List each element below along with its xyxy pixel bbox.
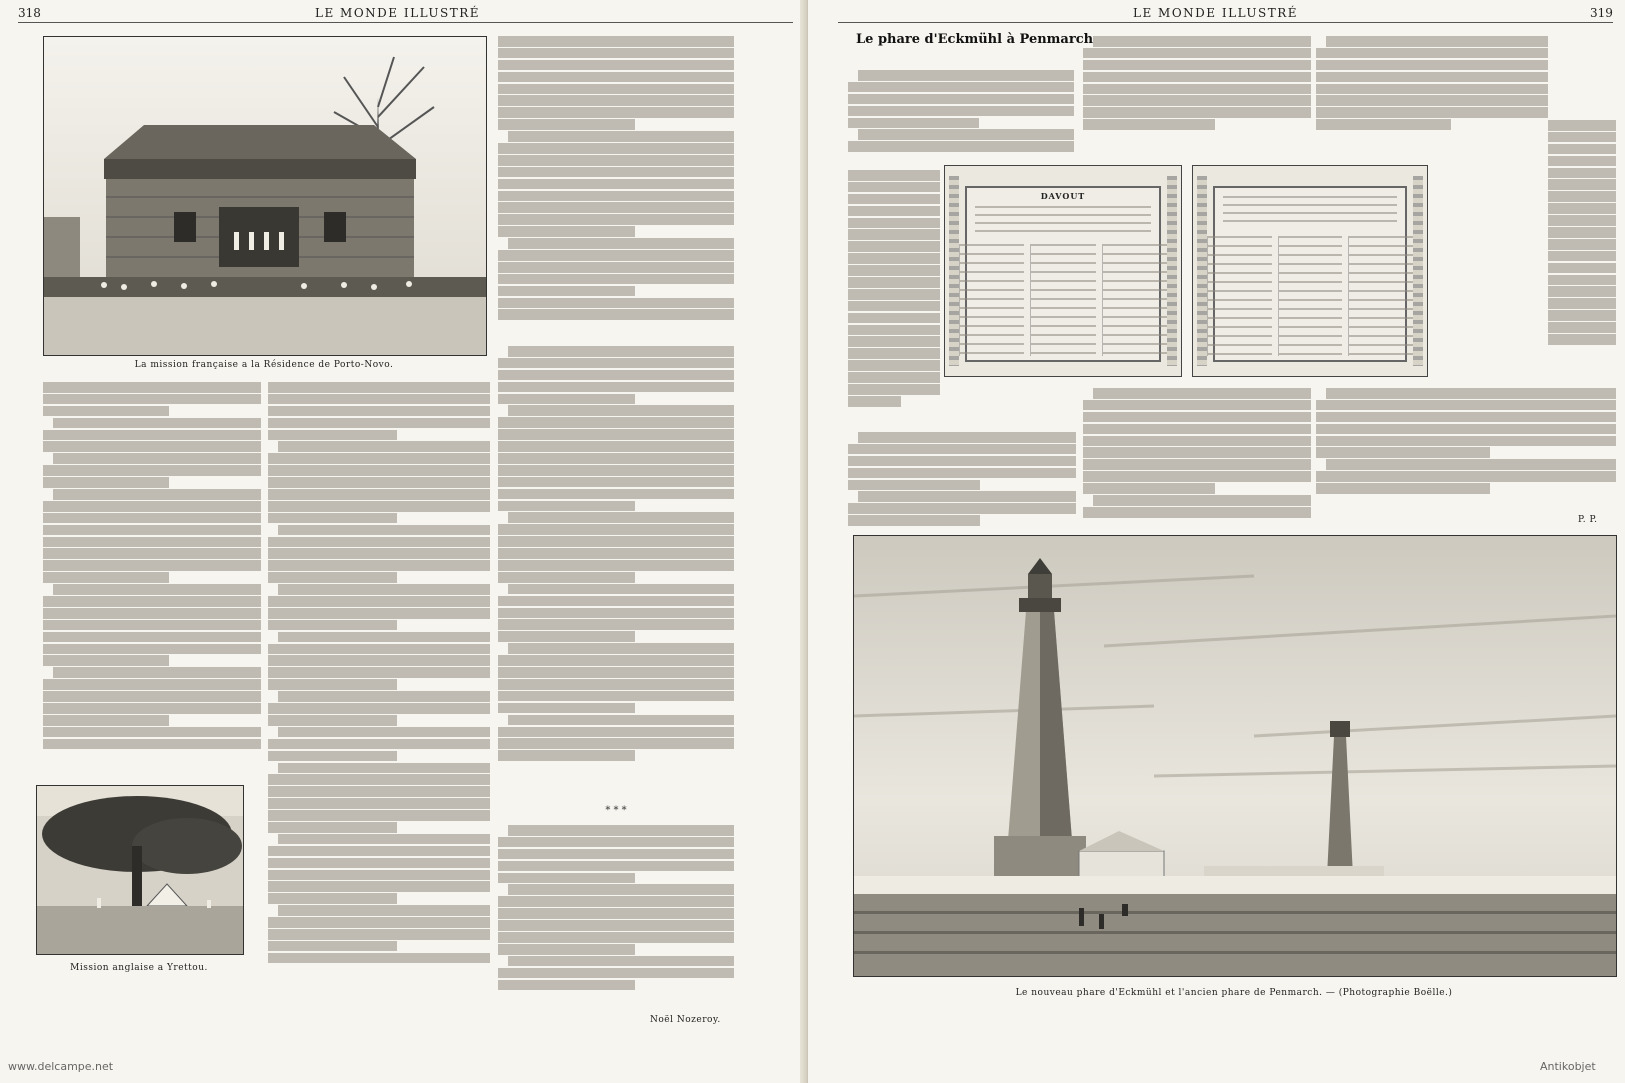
right-page [808,0,1625,1083]
right-narrow-text [848,170,940,430]
lighthouse-photo [853,535,1617,977]
plaque-name: DAVOUT [1040,191,1086,201]
watermark-left: www.delcampe.net [8,1060,114,1073]
left-col3-bottom-text [498,825,734,1010]
left-page-number: 318 [18,6,41,20]
right-col1-text [848,70,1074,160]
yrettou-caption: Mission anglaise a Yrettou. [70,963,208,973]
left-header-rule [18,22,793,23]
commemorative-plaque-right [1192,165,1428,377]
porto-novo-illustration [44,37,486,355]
yrettou-photo [36,785,244,955]
left-signature: Noël Nozeroy. [650,1015,721,1025]
left-col3-top-text [498,36,734,342]
right-header-rule [838,22,1613,23]
right-col1-lower-text [848,432,1076,537]
article-title: Le phare d'Eckmühl à Penmarch [856,32,1094,47]
right-running-head: LE MONDE ILLUSTRÉ [1133,6,1299,20]
commemorative-plaque-left [944,165,1182,377]
left-running-head: LE MONDE ILLUSTRÉ [315,6,481,20]
porto-novo-caption: La mission française a la Résidence de Porto-Novo. [134,360,394,370]
right-col2-lower-text [1083,388,1311,526]
porto-novo-photo [43,36,487,356]
right-col3-lower-text [1316,388,1616,513]
section-separator: * * * [605,805,627,816]
right-col2-top-text [1083,36,1311,146]
left-col2-text [268,382,490,1032]
right-col3-top-text [1316,36,1548,146]
left-col1-text [43,382,261,777]
right-signature: P. P. [1578,515,1598,525]
left-page [0,0,808,1083]
lighthouse-illustration [854,536,1616,976]
watermark-right: Antikobjet [1540,1060,1596,1073]
right-page-number: 319 [1590,6,1613,20]
right-col4-text [1548,120,1616,370]
yrettou-illustration [37,786,243,954]
left-col3-lower-text [498,346,734,796]
lighthouse-caption: Le nouveau phare d'Eckmühl et l'ancien phare de Penmarch. — (Photographie Boëlle.) [1015,988,1453,998]
